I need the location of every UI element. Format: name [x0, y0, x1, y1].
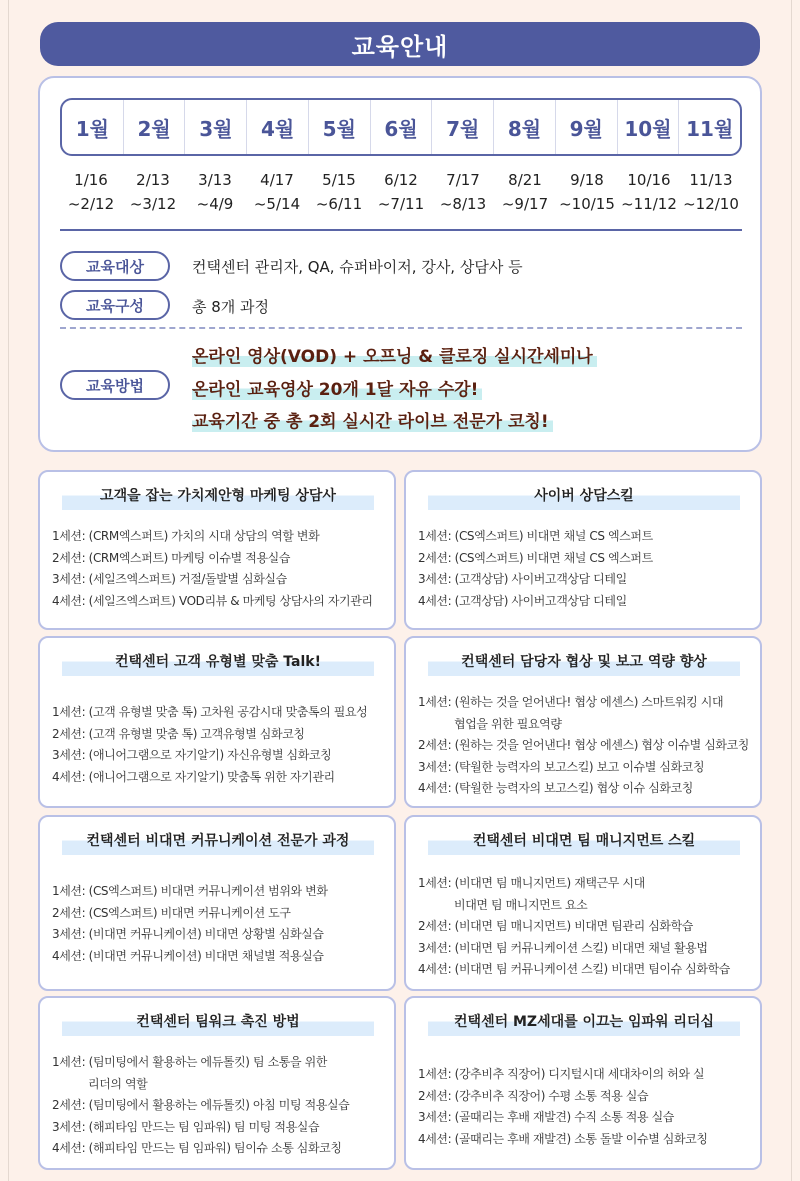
session-item: 2세션: (고객 유형별 맞춤 톡) 고객유형별 심화코칭	[52, 726, 305, 741]
month-row	[60, 98, 742, 156]
dashed-divider	[60, 327, 742, 329]
session-list	[52, 526, 392, 612]
method-line: 온라인 교육영상 20개 1달 자유 수강!	[192, 375, 482, 400]
month-cell: 10월	[618, 100, 680, 154]
method-label: 교육방법	[60, 370, 170, 400]
period-cell	[680, 168, 742, 220]
period-start: 5/15	[322, 171, 356, 189]
period-cell	[184, 168, 246, 220]
session-item: 2세션: (CS엑스퍼트) 비대면 채널 CS 엑스퍼트	[418, 550, 653, 565]
period-start: 4/17	[260, 171, 294, 189]
session-item: 4세션: (고객상담) 사이버고객상담 디테일	[418, 593, 627, 608]
session-item: 1세션: (CRM엑스퍼트) 가치의 시대 상담의 역할 변화	[52, 529, 320, 543]
session-item: 4세션: (세일즈엑스퍼트) VOD리뷰 & 마케팅 상담사의 자기관리	[52, 593, 373, 608]
month-cell: 2월	[124, 100, 186, 154]
session-item: 3세션: (세일즈엑스퍼트) 거절/돌발별 심화실습	[52, 572, 287, 586]
period-start: 11/13	[689, 171, 733, 189]
structure-label: 교육구성	[60, 290, 170, 320]
period-cell	[618, 168, 680, 220]
period-end: ~10/15	[559, 195, 615, 213]
period-start: 6/12	[384, 171, 418, 189]
course-card	[404, 815, 762, 991]
session-item: 3세션: (비대면 팀 커뮤니케이션 스킬) 비대면 채널 활용법	[418, 940, 708, 955]
period-end: ~8/13	[439, 195, 487, 213]
session-item: 3세션: (애니어그램으로 자기알기) 자신유형별 심화코칭	[52, 748, 332, 762]
course-card	[404, 636, 762, 808]
month-cell: 5월	[309, 100, 371, 154]
period-cell	[60, 168, 122, 220]
course-card	[404, 996, 762, 1170]
period-end: ~7/11	[377, 195, 425, 213]
period-end: ~5/14	[253, 195, 301, 213]
period-cell	[432, 168, 494, 220]
session-item: 2세션: (강추비추 직장어) 수평 소통 적용 실습	[418, 1088, 649, 1103]
period-start: 9/18	[570, 171, 604, 189]
session-item: 4세션: (해피타임 만드는 팀 임파워) 팀이슈 소통 심화코칭	[52, 1141, 342, 1155]
session-item: 1세션: (강추비추 직장어) 디지털시대 세대차이의 허와 실	[418, 1067, 705, 1081]
session-list	[418, 873, 758, 981]
info-card	[38, 76, 762, 452]
session-item-cont: 리더의 역할	[88, 1076, 148, 1091]
session-item: 4세션: (탁월한 능력자의 보고스킬) 협상 이슈 심화코칭	[418, 781, 693, 795]
session-item: 1세션: (원하는 것을 얻어낸다! 협상 에센스) 스마트워킹 시대	[418, 695, 724, 709]
period-cell	[494, 168, 556, 220]
course-title: 컨택센터 팀워크 촉진 방법	[62, 1012, 374, 1036]
page-title: 교육안내	[40, 22, 760, 66]
period-row	[60, 168, 742, 220]
course-title: 컨택센터 고객 유형별 맞춤 Talk!	[62, 652, 374, 676]
course-card	[404, 470, 762, 630]
period-end: ~3/12	[129, 195, 177, 213]
divider	[60, 229, 742, 231]
session-item: 1세션: (고객 유형별 맞춤 톡) 고차원 공감시대 맞춤톡의 필요성	[52, 705, 368, 719]
session-item: 2세션: (비대면 팀 매니지먼트) 비대면 팀관리 심화학습	[418, 919, 693, 933]
session-item: 4세션: (비대면 커뮤니케이션) 비대면 채널별 적용실습	[52, 948, 324, 963]
period-cell	[122, 168, 184, 220]
session-item: 4세션: (애니어그램으로 자기알기) 맞춤톡 위한 자기관리	[52, 769, 335, 784]
course-title: 사이버 상담스킬	[428, 486, 740, 510]
session-item: 3세션: (골때리는 후배 재발견) 수직 소통 적용 실습	[418, 1110, 674, 1124]
month-cell: 3월	[185, 100, 247, 154]
session-list	[418, 526, 758, 612]
period-cell	[308, 168, 370, 220]
session-item: 3세션: (비대면 커뮤니케이션) 비대면 상황별 심화실습	[52, 927, 324, 941]
session-item: 1세션: (팀미팅에서 활용하는 에듀톨킷) 팀 소통을 위한	[52, 1055, 327, 1069]
course-card	[38, 815, 396, 991]
period-start: 3/13	[198, 171, 232, 189]
session-item: 2세션: (CRM엑스퍼트) 마케팅 이슈별 적용실습	[52, 550, 291, 565]
period-start: 7/17	[446, 171, 480, 189]
course-title: 컨택센터 비대면 커뮤니케이션 전문가 과정	[62, 831, 374, 855]
period-start: 10/16	[627, 171, 671, 189]
period-cell	[246, 168, 308, 220]
month-cell: 1월	[62, 100, 124, 154]
course-title: 컨택센터 비대면 팀 매니지먼트 스킬	[428, 831, 740, 855]
month-cell: 6월	[371, 100, 433, 154]
course-card	[38, 470, 396, 630]
month-cell: 7월	[432, 100, 494, 154]
session-list	[418, 1064, 758, 1150]
session-item: 3세션: (탁월한 능력자의 보고스킬) 보고 이슈별 심화코칭	[418, 759, 705, 774]
target-label: 교육대상	[60, 251, 170, 281]
session-item: 2세션: (팀미팅에서 활용하는 에듀톨킷) 아침 미팅 적용실습	[52, 1098, 350, 1112]
period-end: ~4/9	[196, 195, 234, 213]
session-item: 2세션: (원하는 것을 얻어낸다! 협상 에센스) 협상 이슈별 심화코칭	[418, 738, 749, 752]
method-line: 온라인 영상(VOD) + 오프닝 & 클로징 실시간세미나	[192, 342, 597, 367]
session-item-cont: 협업을 위한 필요역량	[454, 716, 562, 731]
month-cell: 4월	[247, 100, 309, 154]
session-list	[418, 692, 758, 800]
session-item: 2세션: (CS엑스퍼트) 비대면 커뮤니케이션 도구	[52, 905, 291, 920]
method-line: 교육기간 중 총 2회 실시간 라이브 전문가 코칭!	[192, 407, 553, 432]
course-title: 고객을 잡는 가치제안형 마케팅 상담사	[62, 486, 374, 510]
period-end: ~9/17	[501, 195, 549, 213]
period-cell	[370, 168, 432, 220]
course-card	[38, 996, 396, 1170]
period-end: ~6/11	[315, 195, 363, 213]
period-start: 2/13	[136, 171, 170, 189]
session-item: 1세션: (CS엑스퍼트) 비대면 채널 CS 엑스퍼트	[418, 529, 653, 543]
month-cell: 8월	[494, 100, 556, 154]
session-item: 3세션: (고객상담) 사이버고객상담 디테일	[418, 572, 627, 586]
session-item: 3세션: (해피타임 만드는 팀 임파워) 팀 미팅 적용실습	[52, 1119, 320, 1134]
period-end: ~12/10	[683, 195, 739, 213]
session-item: 1세션: (CS엑스퍼트) 비대면 커뮤니케이션 범위와 변화	[52, 884, 328, 898]
session-item: 4세션: (비대면 팀 커뮤니케이션 스킬) 비대면 팀이슈 심화학습	[418, 962, 730, 976]
session-list	[52, 702, 392, 788]
target-value: 컨택센터 관리자, QA, 슈퍼바이저, 강사, 상담사 등	[192, 258, 523, 276]
session-list	[52, 881, 392, 967]
period-end: ~2/12	[67, 195, 115, 213]
period-start: 1/16	[74, 171, 108, 189]
course-card	[38, 636, 396, 808]
session-item: 4세션: (골때리는 후배 재발견) 소통 돌발 이슈별 심화코칭	[418, 1131, 708, 1146]
month-cell: 9월	[556, 100, 618, 154]
course-title: 컨택센터 담당자 협상 및 보고 역량 향상	[428, 652, 740, 676]
structure-value: 총 8개 과정	[192, 298, 270, 316]
period-start: 8/21	[508, 171, 542, 189]
course-title: 컨택센터 MZ세대를 이끄는 임파워 리더십	[428, 1012, 740, 1036]
session-list	[52, 1052, 392, 1160]
session-item-cont: 비대면 팀 매니지먼트 요소	[454, 897, 588, 912]
month-cell: 11월	[686, 116, 734, 141]
period-cell	[556, 168, 618, 220]
session-item: 1세션: (비대면 팀 매니지먼트) 재택근무 시대	[418, 876, 645, 890]
period-end: ~11/12	[621, 195, 677, 213]
